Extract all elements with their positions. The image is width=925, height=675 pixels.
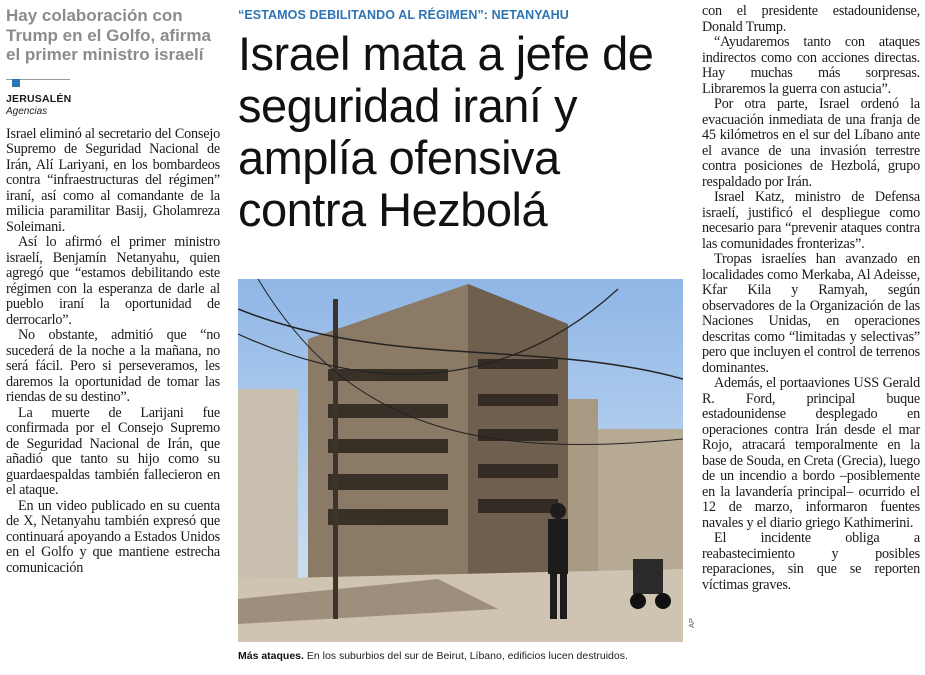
headline-kicker: “ESTAMOS DEBILITANDO AL RÉGIMEN”: NETANYAHU xyxy=(238,8,569,22)
agency-credit: Agencias xyxy=(6,105,48,117)
photo-credit: AP xyxy=(687,617,696,628)
right-body-text xyxy=(702,4,920,593)
body-paragraph: con el presidente estadounidense, Donald Trump. xyxy=(702,3,920,35)
left-body-text xyxy=(6,127,220,577)
body-paragraph: Además, el portaaviones USS Gerald R. Ford, principal buque estadounidense desplegado en operaciones contra Irán desde el mar Rojo, atracará temporalmente en la base de Souda, en Creta (Grecia), luego de un incendio a bordo –posiblemente en la lavandería principal– ocurrido el 12 de marzo, informaron fuentes navales y el diario griego Kathimerini. xyxy=(702,375,920,531)
body-paragraph: “Ayudaremos tanto con ataques indirectos como con acciones directas. Hay muchas más sorpresas. Libraremos la guerra con astucia”. xyxy=(702,34,920,97)
dateline: JERUSALÉN xyxy=(6,92,72,105)
body-paragraph: No obstante, admitió que “no sucederá de la noche a la mañana, no será fácil. Pero si perseveramos, les daremos la oportunidad de tomar las riendas de su destino”. xyxy=(6,327,220,405)
body-paragraph: Por otra parte, Israel ordenó la evacuación inmediata de una franja de 45 kilómetros en el sur del Líbano ante el avance de una invasión terrestre contra posiciones de Hezbolá, grupo respaldado por Irán. xyxy=(702,96,920,190)
news-photo xyxy=(238,279,683,642)
body-paragraph: En un video publicado en su cuenta de X, Netanyahu también expresó que continuará apoyando a Estados Unidos en el Golfo y que mantiene estrecha comunicación xyxy=(6,497,220,576)
headline: Israel mata a jefe de seguridad iraní y amplía ofensiva contra Hezbolá xyxy=(238,27,654,236)
caption-text: En los suburbios del sur de Beirut, Líbano, edificios lucen destruidos. xyxy=(303,650,628,662)
section-divider xyxy=(6,79,220,87)
body-paragraph: La muerte de Larijani fue confirmada por el Consejo Supremo de Seguridad Nacional de Irán, que añadió que tanto su hijo como su guardaespaldas también fallecieron en el ataque. xyxy=(6,404,220,498)
body-paragraph: Israel eliminó al secretario del Consejo Supremo de Seguridad Nacional de Irán, Alí Lariyani, en los bombardeos contra “infraestructuras del régimen” iraní, así como al comandante de la milicia paramilitar Basij, Gholamreza Soleimani. xyxy=(6,125,220,235)
right-column xyxy=(702,0,920,593)
divider-accent-tab xyxy=(12,79,20,87)
body-paragraph: Así lo afirmó el primer ministro israelí, Benjamín Netanyahu, quien agregó que “estamos debilitando este régimen con la esperanza de darle al pueblo iraní la oportunidad de derrocarlo”. xyxy=(6,234,220,328)
destroyed-buildings-illustration xyxy=(238,279,683,642)
left-column xyxy=(6,0,220,576)
sidebar-quote: Hay colaboración con Trump en el Golfo, afirma el primer ministro israelí xyxy=(6,6,211,64)
body-paragraph: El incidente obliga a reabastecimiento y posibles reparaciones, sin que se reporten víctimas graves. xyxy=(702,530,920,593)
center-column xyxy=(238,0,696,662)
caption-lead: Más ataques. xyxy=(238,650,304,662)
body-paragraph: Israel Katz, ministro de Defensa israelí, justificó el despliegue como necesario para “prevenir ataques contra las comunidades fronterizas”. xyxy=(702,189,920,252)
photo-caption xyxy=(238,650,688,662)
body-paragraph: Tropas israelíes han avanzado en localidades como Merkaba, Al Adeisse, Kfar Kila y Ramyah, según observadores de la Organización de las Naciones Unidas, en operaciones descritas como “limitadas y selectivas” pero que incluyen el control de terrenos dominantes. xyxy=(702,251,920,376)
